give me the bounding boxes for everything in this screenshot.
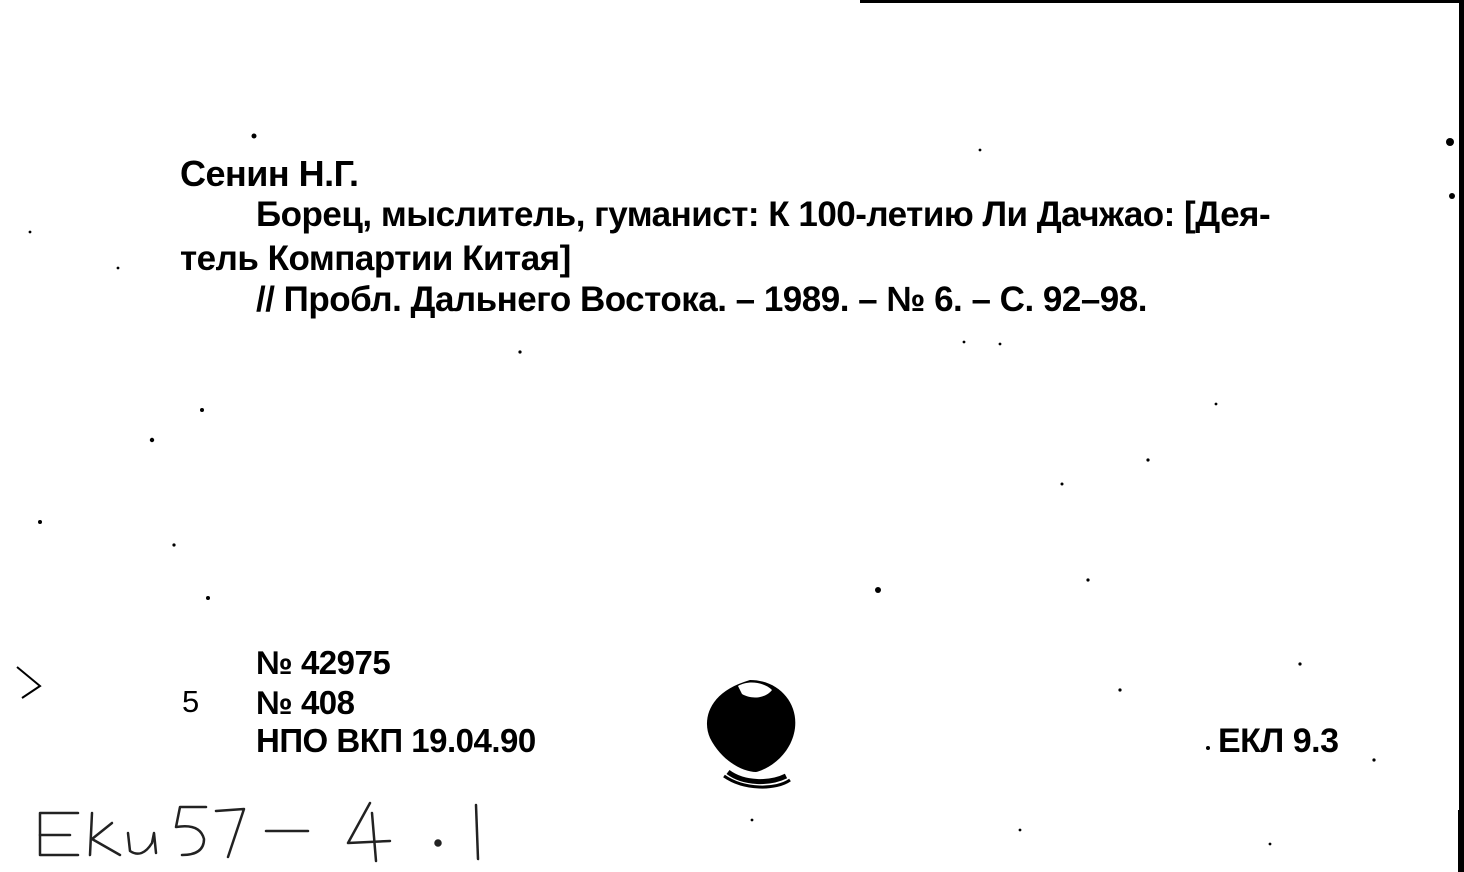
inventory-number-2: № 408 [256,684,355,721]
classification-code: ЕКЛ 9.3 [1218,722,1339,760]
handwritten-code [30,795,490,865]
copies-count: 5 [182,684,199,719]
card-right-edge [1459,0,1464,872]
author-name: Сенин Н.Г. [180,153,359,194]
issuer-date: НПО ВКП 19.04.90 [256,722,536,759]
margin-mark-icon [14,664,44,700]
card-top-edge [860,0,1464,3]
punch-hole-icon [700,672,810,797]
inventory-number-1: № 42975 [256,644,391,681]
source-line: // Пробл. Дальнего Востока. – 1989. – № 6. – С. 92–98. [256,280,1147,319]
title-line-1: Борец, мыслитель, гуманист: К 100-летию Ли Дачжао: [Дея- [256,195,1271,234]
title-line-2: тель Компартии Китая] [180,239,571,278]
